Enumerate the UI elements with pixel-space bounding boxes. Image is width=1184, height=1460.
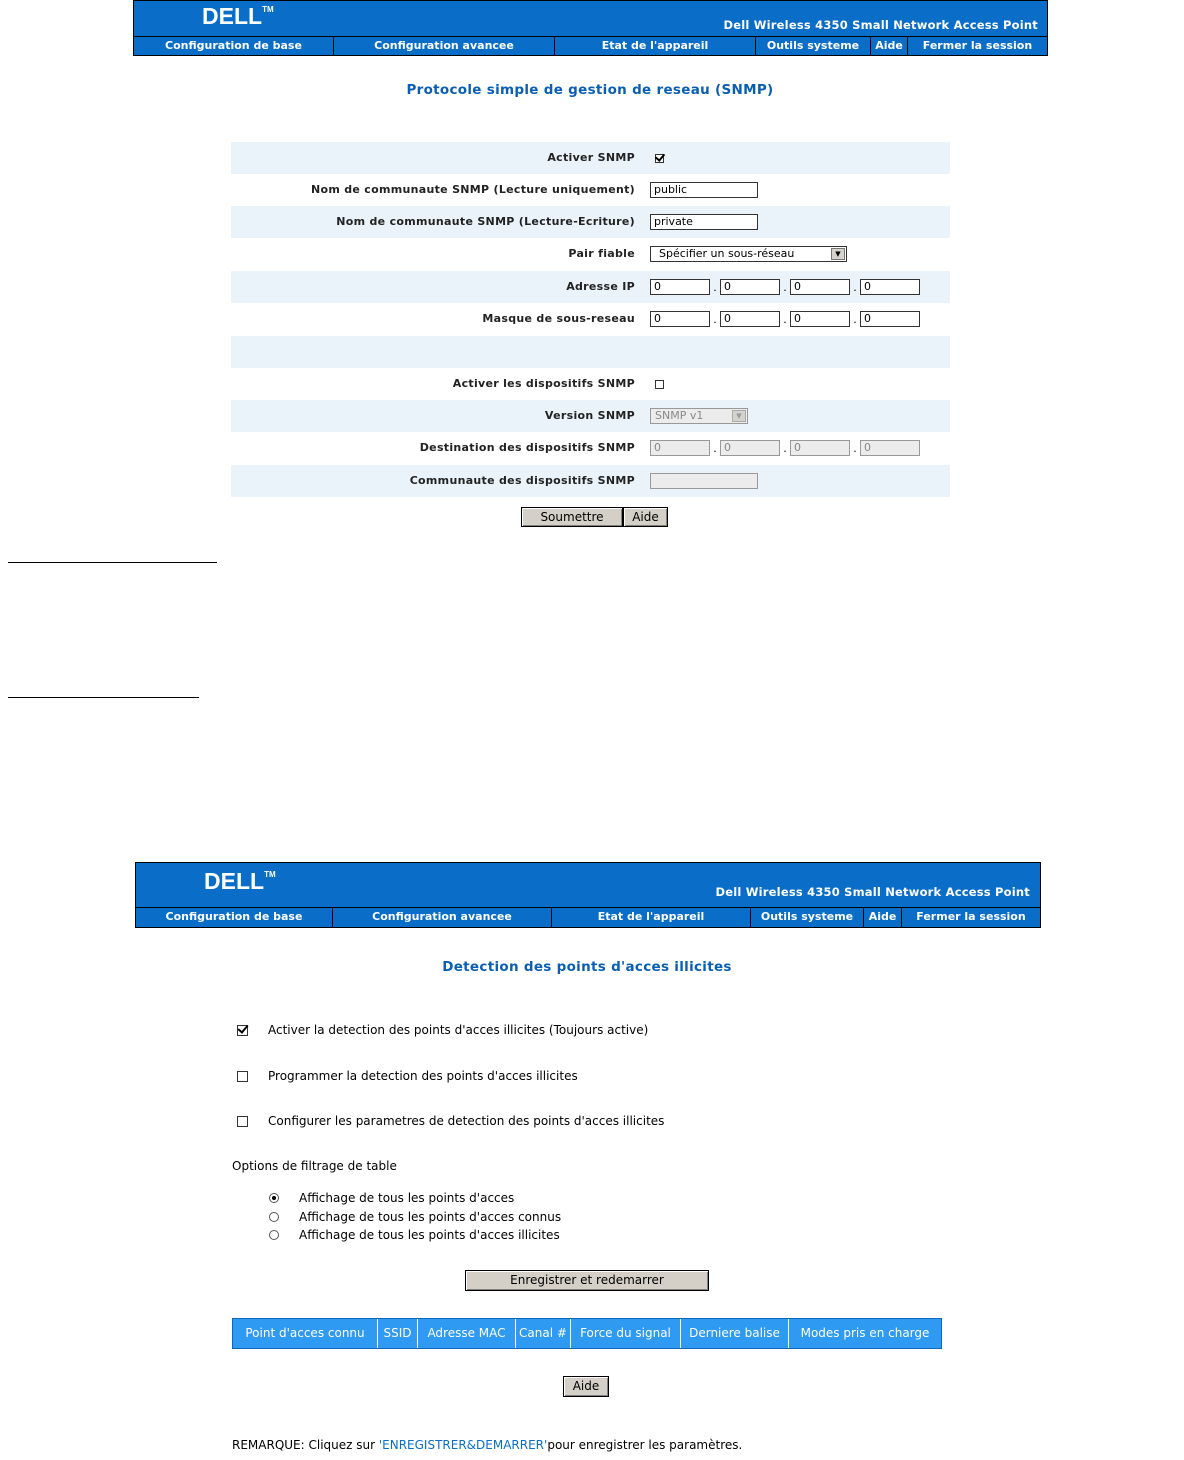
col-modes: Modes pris en charge	[800, 1326, 930, 1340]
snmp-page-title: Protocole simple de gestion de reseau (SNMP)	[406, 82, 774, 98]
subnet-mask-label: Masque de sous-reseau	[482, 312, 635, 325]
row-trusted-peer	[231, 238, 950, 270]
nav-advanced-config[interactable]: Configuration avancee	[333, 908, 552, 927]
row-ro-community	[231, 174, 950, 206]
radio-show-rogue-aps[interactable]	[269, 1230, 279, 1240]
enable-rogue-detection-checkbox[interactable]	[237, 1025, 248, 1036]
save-restart-button[interactable]: Enregistrer et redemarrer	[465, 1270, 709, 1291]
enable-snmp-label: Activer SNMP	[547, 151, 635, 164]
col-signal: Force du signal	[571, 1319, 681, 1348]
nav-basic-config[interactable]: Configuration de base	[136, 908, 333, 927]
row-enable-snmp	[231, 142, 950, 174]
nav-help[interactable]: Aide	[864, 908, 902, 927]
dest-octet-2[interactable]: 0	[720, 440, 780, 456]
radio-show-all-aps[interactable]	[269, 1193, 279, 1203]
snmp-version-select[interactable]: SNMP v1 ▼	[650, 408, 748, 424]
row-rw-community	[231, 206, 950, 238]
mask-octet-1[interactable]: 0	[650, 311, 710, 327]
configure-rogue-detection-checkbox[interactable]	[237, 1116, 248, 1127]
snmp-help-button[interactable]: Aide	[623, 507, 668, 527]
rogue-help-button[interactable]: Aide	[563, 1376, 609, 1397]
dest-octet-3[interactable]: 0	[790, 440, 850, 456]
row-trap-community	[231, 465, 950, 497]
submit-button[interactable]: Soumettre	[521, 507, 623, 527]
schedule-rogue-detection-label: Programmer la detection des points d'acces illicites	[268, 1069, 578, 1083]
configure-rogue-detection-label: Configurer les parametres de detection des points d'acces illicites	[268, 1114, 665, 1128]
trap-destination-label: Destination des dispositifs SNMP	[419, 441, 635, 454]
row-enable-traps	[231, 368, 950, 400]
col-channel: Canal #	[516, 1319, 571, 1348]
mask-octet-4[interactable]: 0	[860, 311, 920, 327]
header-banner-top	[133, 0, 1048, 56]
divider-line	[8, 562, 217, 563]
nav-basic-config[interactable]: Configuration de base	[134, 37, 334, 56]
col-ssid: SSID	[378, 1319, 418, 1348]
row-spacer	[231, 336, 950, 368]
nav-logout[interactable]: Fermer la session	[922, 39, 1033, 52]
snmp-version-label: Version SNMP	[544, 409, 635, 422]
rw-community-label: Nom de communaute SNMP (Lecture-Ecriture)	[336, 215, 635, 228]
ip-octet-4[interactable]: 0	[860, 279, 920, 295]
rw-community-input[interactable]: private	[650, 214, 758, 230]
ro-community-input[interactable]: public	[650, 182, 758, 198]
col-last-beacon: Derniere balise	[681, 1319, 789, 1348]
trusted-peer-select[interactable]: Spécifier un sous-réseau ▼	[650, 246, 847, 262]
col-known-ap: Point d'acces connu	[233, 1319, 378, 1348]
ip-octet-1[interactable]: 0	[650, 279, 710, 295]
dest-octet-4[interactable]: 0	[860, 440, 920, 456]
chevron-down-icon: ▼	[831, 248, 845, 260]
nav-help[interactable]: Aide	[871, 37, 908, 56]
product-name: Dell Wireless 4350 Small Network Access Point	[715, 885, 1030, 899]
schedule-rogue-detection-checkbox[interactable]	[237, 1071, 248, 1082]
header-banner-bottom	[135, 862, 1041, 928]
trap-community-label: Communaute des dispositifs SNMP	[409, 474, 635, 487]
mask-octet-3[interactable]: 0	[790, 311, 850, 327]
enable-snmp-checkbox[interactable]	[655, 154, 664, 163]
radio-show-rogue-aps-label: Affichage de tous les points d'acces illicites	[299, 1228, 560, 1242]
dell-logo: DELL™	[202, 3, 274, 29]
product-name: Dell Wireless 4350 Small Network Access Point	[723, 18, 1038, 32]
filter-options-heading: Options de filtrage de table	[232, 1159, 397, 1173]
nav-system-tools[interactable]: Outils systeme	[756, 37, 871, 56]
note-highlight: 'ENREGISTRER&DEMARRER'	[378, 1438, 548, 1452]
chevron-down-icon: ▼	[732, 410, 746, 422]
ip-octet-2[interactable]: 0	[720, 279, 780, 295]
dest-octet-1[interactable]: 0	[650, 440, 710, 456]
col-mac: Adresse MAC	[418, 1319, 516, 1348]
nav-device-status[interactable]: Etat de l'appareil	[552, 908, 751, 927]
nav-advanced-config[interactable]: Configuration avancee	[334, 37, 555, 56]
mask-octet-2[interactable]: 0	[720, 311, 780, 327]
nav-system-tools[interactable]: Outils systeme	[751, 908, 864, 927]
ap-table-header	[232, 1318, 942, 1349]
radio-show-known-aps-label: Affichage de tous les points d'acces connus	[299, 1210, 562, 1224]
row-snmp-version	[231, 400, 950, 432]
enable-traps-checkbox[interactable]	[655, 380, 664, 389]
row-subnet-mask: Masque de sous-reseau 0 . 0 . 0 . 0	[231, 303, 950, 335]
nav-bar	[134, 36, 1047, 56]
trusted-peer-label: Pair fiable	[568, 247, 635, 260]
ro-community-label: Nom de communaute SNMP (Lecture uniquement)	[310, 183, 635, 196]
row-trap-destination: Destination des dispositifs SNMP 0 . 0 . 0 . 0	[231, 432, 950, 464]
nav-device-status[interactable]: Etat de l'appareil	[555, 37, 756, 56]
ip-address-label: Adresse IP	[566, 280, 635, 293]
nav-bar	[136, 907, 1040, 927]
divider-line	[8, 697, 199, 698]
enable-rogue-detection-label: Activer la detection des points d'acces illicites (Toujours active)	[268, 1023, 649, 1037]
dell-logo: DELL™	[204, 868, 276, 894]
ip-octet-3[interactable]: 0	[790, 279, 850, 295]
radio-show-known-aps[interactable]	[269, 1212, 279, 1222]
row-ip-address: Adresse IP 0 . 0 . 0 . 0	[231, 271, 950, 303]
enable-traps-label: Activer les dispositifs SNMP	[452, 377, 635, 390]
nav-logout[interactable]: Fermer la session	[916, 910, 1026, 923]
rogue-page-title: Detection des points d'acces illicites	[442, 959, 732, 975]
trap-community-input[interactable]	[650, 473, 758, 489]
note-text: REMARQUE: Cliquez sur 'ENREGISTRER&DEMARRER'pour enregistrer les paramètres.	[232, 1438, 743, 1452]
radio-show-all-aps-label: Affichage de tous les points d'acces	[299, 1191, 515, 1205]
